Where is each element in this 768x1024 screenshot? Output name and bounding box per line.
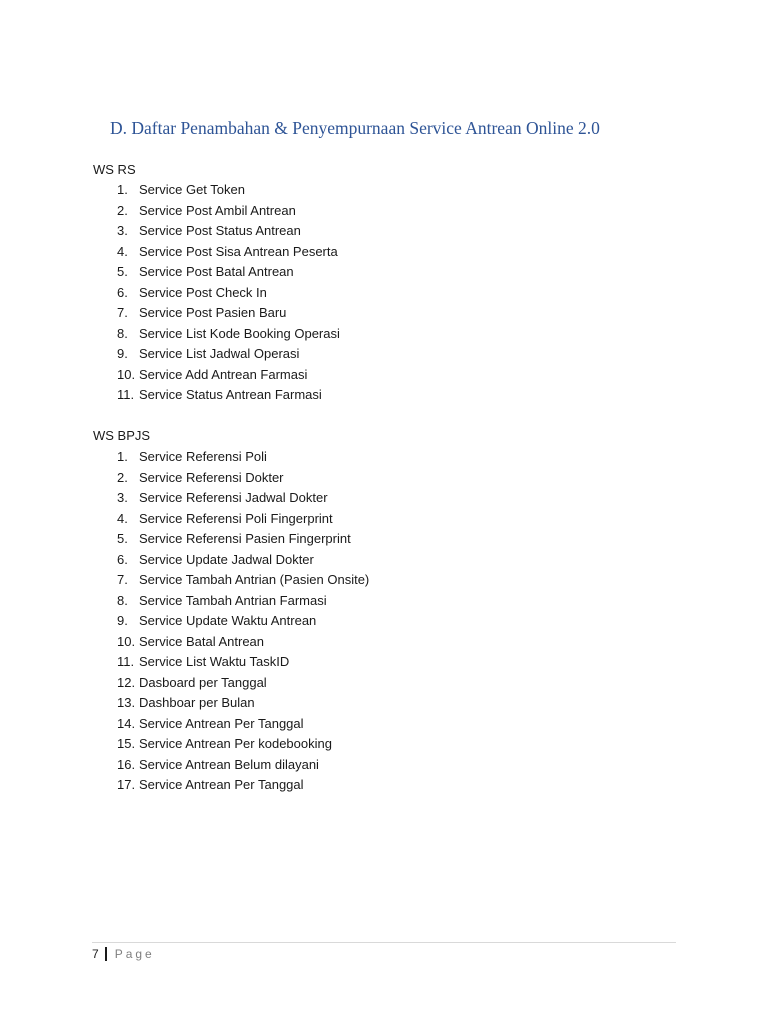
list-item-text: Service Add Antrean Farmasi (139, 366, 308, 382)
list-item-number: 11. (117, 654, 135, 669)
list-item-number: 17. (117, 777, 136, 792)
list-item-text: Service List Waktu TaskID (139, 654, 290, 669)
list-item-number: 4. (117, 510, 128, 526)
footer-divider (92, 942, 676, 943)
list-item-number: 8. (117, 325, 128, 341)
list-item (93, 283, 340, 304)
ws-bpjs-label: WS BPJS (93, 428, 151, 443)
list-item-text: Service List Jadwal Operasi (139, 346, 300, 361)
list-item-number: 11. (117, 387, 135, 402)
list-item-number: 2. (117, 469, 128, 485)
list-item (93, 385, 340, 406)
list-item-number: 7. (117, 305, 128, 320)
list-item (93, 734, 369, 755)
list-item-number: 3. (117, 223, 128, 238)
section-heading: D. Daftar Penambahan & Penyempurnaan Service Antrean Online 2.0 (110, 118, 600, 138)
list-item (93, 714, 369, 735)
list-item (93, 180, 340, 201)
list-item-text: Service List Kode Booking Operasi (139, 325, 340, 341)
list-item-number: 16. (117, 756, 136, 772)
list-item-number: 6. (117, 284, 128, 300)
list-item-number: 9. (117, 346, 128, 361)
list-item (93, 529, 369, 550)
list-item-number: 1. (117, 449, 128, 464)
list-item (93, 303, 340, 324)
page-footer (92, 946, 155, 962)
list-item-number: 13. (117, 695, 136, 710)
list-item-text: Service Antrean Per Tanggal (139, 777, 304, 792)
list-item-number: 12. (117, 674, 136, 690)
list-item-number: 5. (117, 531, 128, 546)
list-item (93, 693, 369, 714)
list-item (93, 468, 369, 489)
list-item (93, 550, 369, 571)
list-item-text: Service Tambah Antrian (Pasien Onsite) (139, 572, 370, 587)
list-item-text: Service Update Waktu Antrean (139, 613, 317, 628)
list-item-text: Service Tambah Antrian Farmasi (139, 592, 327, 608)
list-item (93, 324, 340, 345)
list-item (93, 570, 369, 591)
list-item-number: 10. (117, 366, 136, 382)
list-item (93, 632, 369, 653)
list-item (93, 221, 340, 242)
list-item (93, 344, 340, 365)
list-item-text: Service Referensi Poli (139, 449, 267, 464)
list-item-text: Service Referensi Jadwal Dokter (139, 490, 328, 505)
list-item-number: 9. (117, 613, 128, 628)
list-item (93, 591, 369, 612)
list-item (93, 755, 369, 776)
page-number: 7 (92, 947, 99, 961)
list-item-text: Service Antrean Per Tanggal (139, 715, 304, 731)
list-item-text: Service Batal Antrean (139, 633, 265, 649)
ws-rs-label: WS RS (93, 162, 136, 177)
footer-separator (105, 947, 107, 961)
page-label: Page (114, 947, 155, 961)
list-item-number: 8. (117, 592, 128, 608)
list-item-number: 2. (117, 202, 128, 218)
list-item-text: Service Antrean Per kodebooking (139, 736, 332, 751)
list-item-text: Service Post Sisa Antrean Peserta (139, 243, 338, 259)
list-item-text: Service Status Antrean Farmasi (139, 387, 322, 402)
list-item-number: 3. (117, 490, 128, 505)
list-item (93, 775, 369, 796)
list-item-text: Service Post Batal Antrean (139, 264, 294, 279)
list-item-text: Service Post Pasien Baru (139, 305, 287, 320)
list-item-text: Service Get Token (139, 182, 245, 197)
list-item-text: Service Post Ambil Antrean (139, 202, 296, 218)
list-item (93, 509, 369, 530)
list-item (93, 611, 369, 632)
list-item-number: 14. (117, 715, 136, 731)
list-item-number: 5. (117, 264, 128, 279)
list-item-text: Service Antrean Belum dilayani (139, 756, 319, 772)
ws-bpjs-list (93, 447, 369, 796)
list-item (93, 488, 369, 509)
list-item-text: Service Post Check In (139, 284, 267, 300)
list-item (93, 447, 369, 468)
list-item-text: Service Update Jadwal Dokter (139, 551, 314, 567)
list-item-number: 10. (117, 633, 136, 649)
list-item-number: 1. (117, 182, 128, 197)
list-item-number: 4. (117, 243, 128, 259)
list-item (93, 365, 340, 386)
list-item-text: Service Referensi Pasien Fingerprint (139, 531, 351, 546)
list-item-number: 7. (117, 572, 128, 587)
list-item (93, 652, 369, 673)
list-item-text: Dashboar per Bulan (139, 695, 255, 710)
list-item-number: 6. (117, 551, 128, 567)
list-item-text: Service Referensi Poli Fingerprint (139, 510, 333, 526)
list-item (93, 242, 340, 263)
list-item (93, 673, 369, 694)
list-item-text: Dasboard per Tanggal (139, 674, 267, 690)
list-item-text: Service Post Status Antrean (139, 223, 301, 238)
list-item (93, 201, 340, 222)
list-item-number: 15. (117, 736, 136, 751)
list-item (93, 262, 340, 283)
list-item-text: Service Referensi Dokter (139, 469, 284, 485)
ws-rs-list (93, 180, 340, 406)
